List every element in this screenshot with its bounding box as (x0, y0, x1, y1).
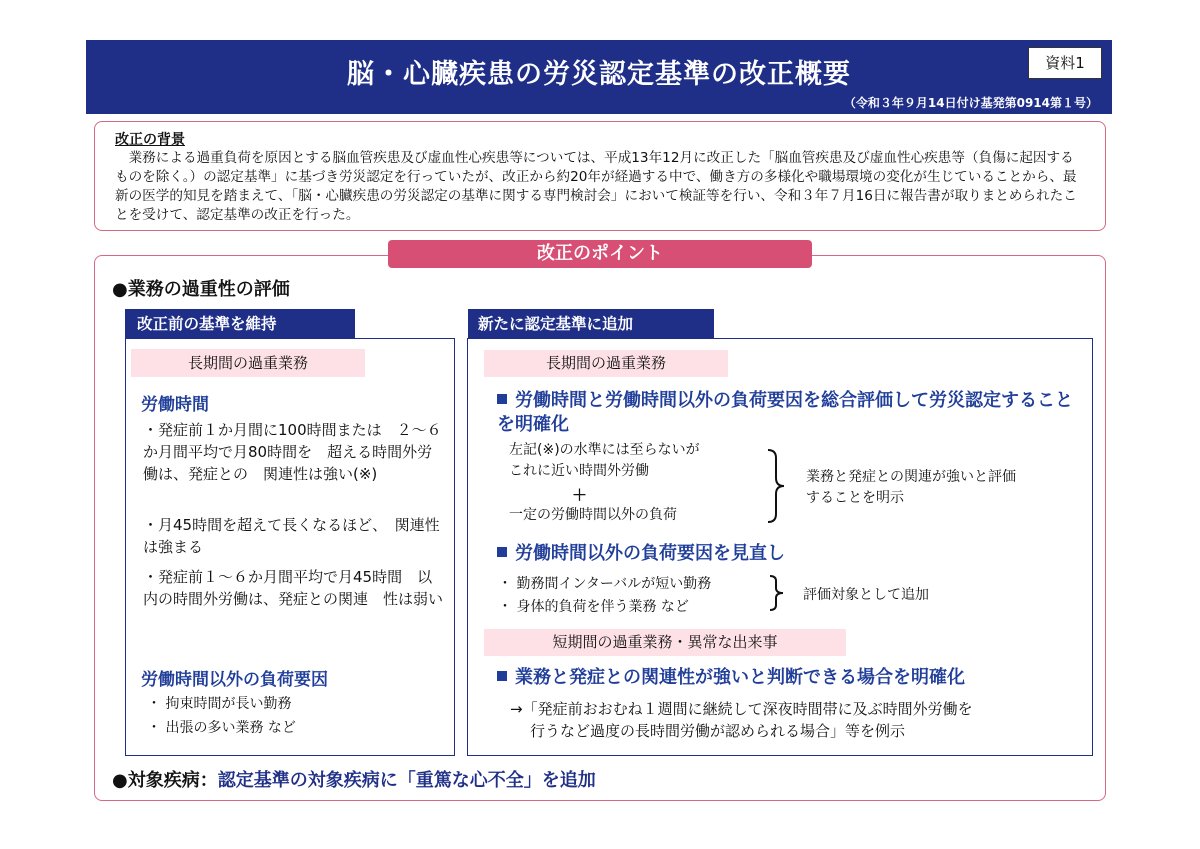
section-target-disease-value: 認定基準の対象疾病に「重篤な心不全」を追加 (217, 770, 596, 791)
brace-result-2: 評価対象として追加 (803, 587, 929, 603)
left-heading-working-hours: 労働時間 (141, 395, 209, 415)
header-banner (86, 40, 1112, 114)
right-brace-icon (766, 448, 788, 528)
brace-result-1 (806, 467, 1016, 509)
plus-sign: ＋ (572, 486, 588, 504)
notice-number: （令和３年９月14日付け基発第0914第１号） (843, 96, 1098, 110)
right-heading-3 (497, 666, 965, 690)
left-item-4: ・ 拘束時間が長い勤務 (147, 696, 292, 712)
right-short-term-tag: 短期間の過重業務・異常な出来事 (484, 629, 846, 656)
right-item-1: ・ 勤務間インターバルが短い勤務 (498, 576, 712, 592)
square-bullet-icon (497, 547, 507, 557)
brace-result-1-line-2: することを明示 (806, 490, 904, 506)
condition-1-line-1: 左記(※)の水準には至らないが (509, 442, 700, 458)
left-item-5: ・ 出張の多い業務 など (147, 720, 296, 736)
right-heading-1 (497, 389, 1077, 437)
right-panel-tab: 新たに認定基準に追加 (468, 309, 714, 339)
brace-result-1-line-1: 業務と発症との関連が強いと評価 (806, 469, 1016, 485)
condition-2: 一定の労働時間以外の負荷 (509, 507, 677, 523)
left-heading-other-factors: 労働時間以外の負荷要因 (141, 670, 328, 690)
section-target-disease (112, 766, 596, 792)
doc-label-badge: 資料1 (1028, 47, 1102, 79)
section-target-disease-label: ●対象疾病： (112, 770, 218, 791)
square-bullet-icon (497, 394, 507, 404)
left-item-3: ・発症前１～６か月間平均で月45時間 以内の時間外労働は、発症との関連 性は弱い (143, 568, 444, 608)
example-line-2: 行うなど過度の長時間労働が認められる場合」等を例示 (530, 722, 906, 740)
square-bullet-icon (497, 671, 507, 681)
section-workload-heading: ●業務の過重性の評価 (112, 279, 290, 300)
left-panel-tab: 改正前の基準を維持 (125, 309, 355, 339)
page-title: 脳・心臓疾患の労災認定基準の改正概要 (347, 59, 851, 90)
example-line-1: →「発症前おおむね１週間に継続して深夜時間帯に及ぶ時間外労働を (510, 700, 973, 718)
background-box (94, 121, 1106, 231)
right-item-2: ・ 身体的負荷を伴う業務 など (498, 599, 689, 615)
right-heading-3-text: 業務と発症との関連性が強いと判断できる場合を明確化 (515, 667, 965, 688)
condition-1-line-2: これに近い時間外労働 (509, 463, 649, 479)
points-banner: 改正のポイント (388, 240, 812, 268)
left-long-term-tag: 長期間の過重業務 (131, 349, 365, 377)
condition-1 (509, 440, 700, 482)
right-brace-icon (768, 574, 786, 616)
right-heading-2-text: 労働時間以外の負荷要因を見直し (515, 543, 785, 564)
right-long-term-tag: 長期間の過重業務 (484, 350, 728, 377)
left-item-1: ・発症前１か月間に100時間または ２～６か月間平均で月80時間を 超える時間外労働は、発症との 関連性は強い(※) (143, 421, 442, 483)
right-heading-1-text: 労働時間と労働時間以外の負荷要因を総合評価して労災認定することを明確化 (497, 390, 1073, 435)
background-heading: 改正の背景 (115, 132, 185, 148)
right-heading-2 (497, 542, 785, 566)
left-item-2: ・月45時間を超えて長くなるほど、 関連性は強まる (143, 516, 440, 556)
background-body: 業務による過重負荷を原因とする脳血管疾患及び虚血性心疾患等については、平成13年12月に改正した「脳血管疾患及び虚血性心疾患等（負傷に起因するものを除く。）の認定基準」に基づき労災認定を行っていたが、改正から約20年が経過する中で、働き方の多様化や職場環境の変化が生じていることから、最新の医学的知見を踏まえて、「脳・心臓疾患の労災認定の基準に関する専門検討会」において検証等を行い、令和３年７月16日に報告書が取りまとめられたことを受けて、認定基準の改正を行った。 (115, 150, 1077, 223)
